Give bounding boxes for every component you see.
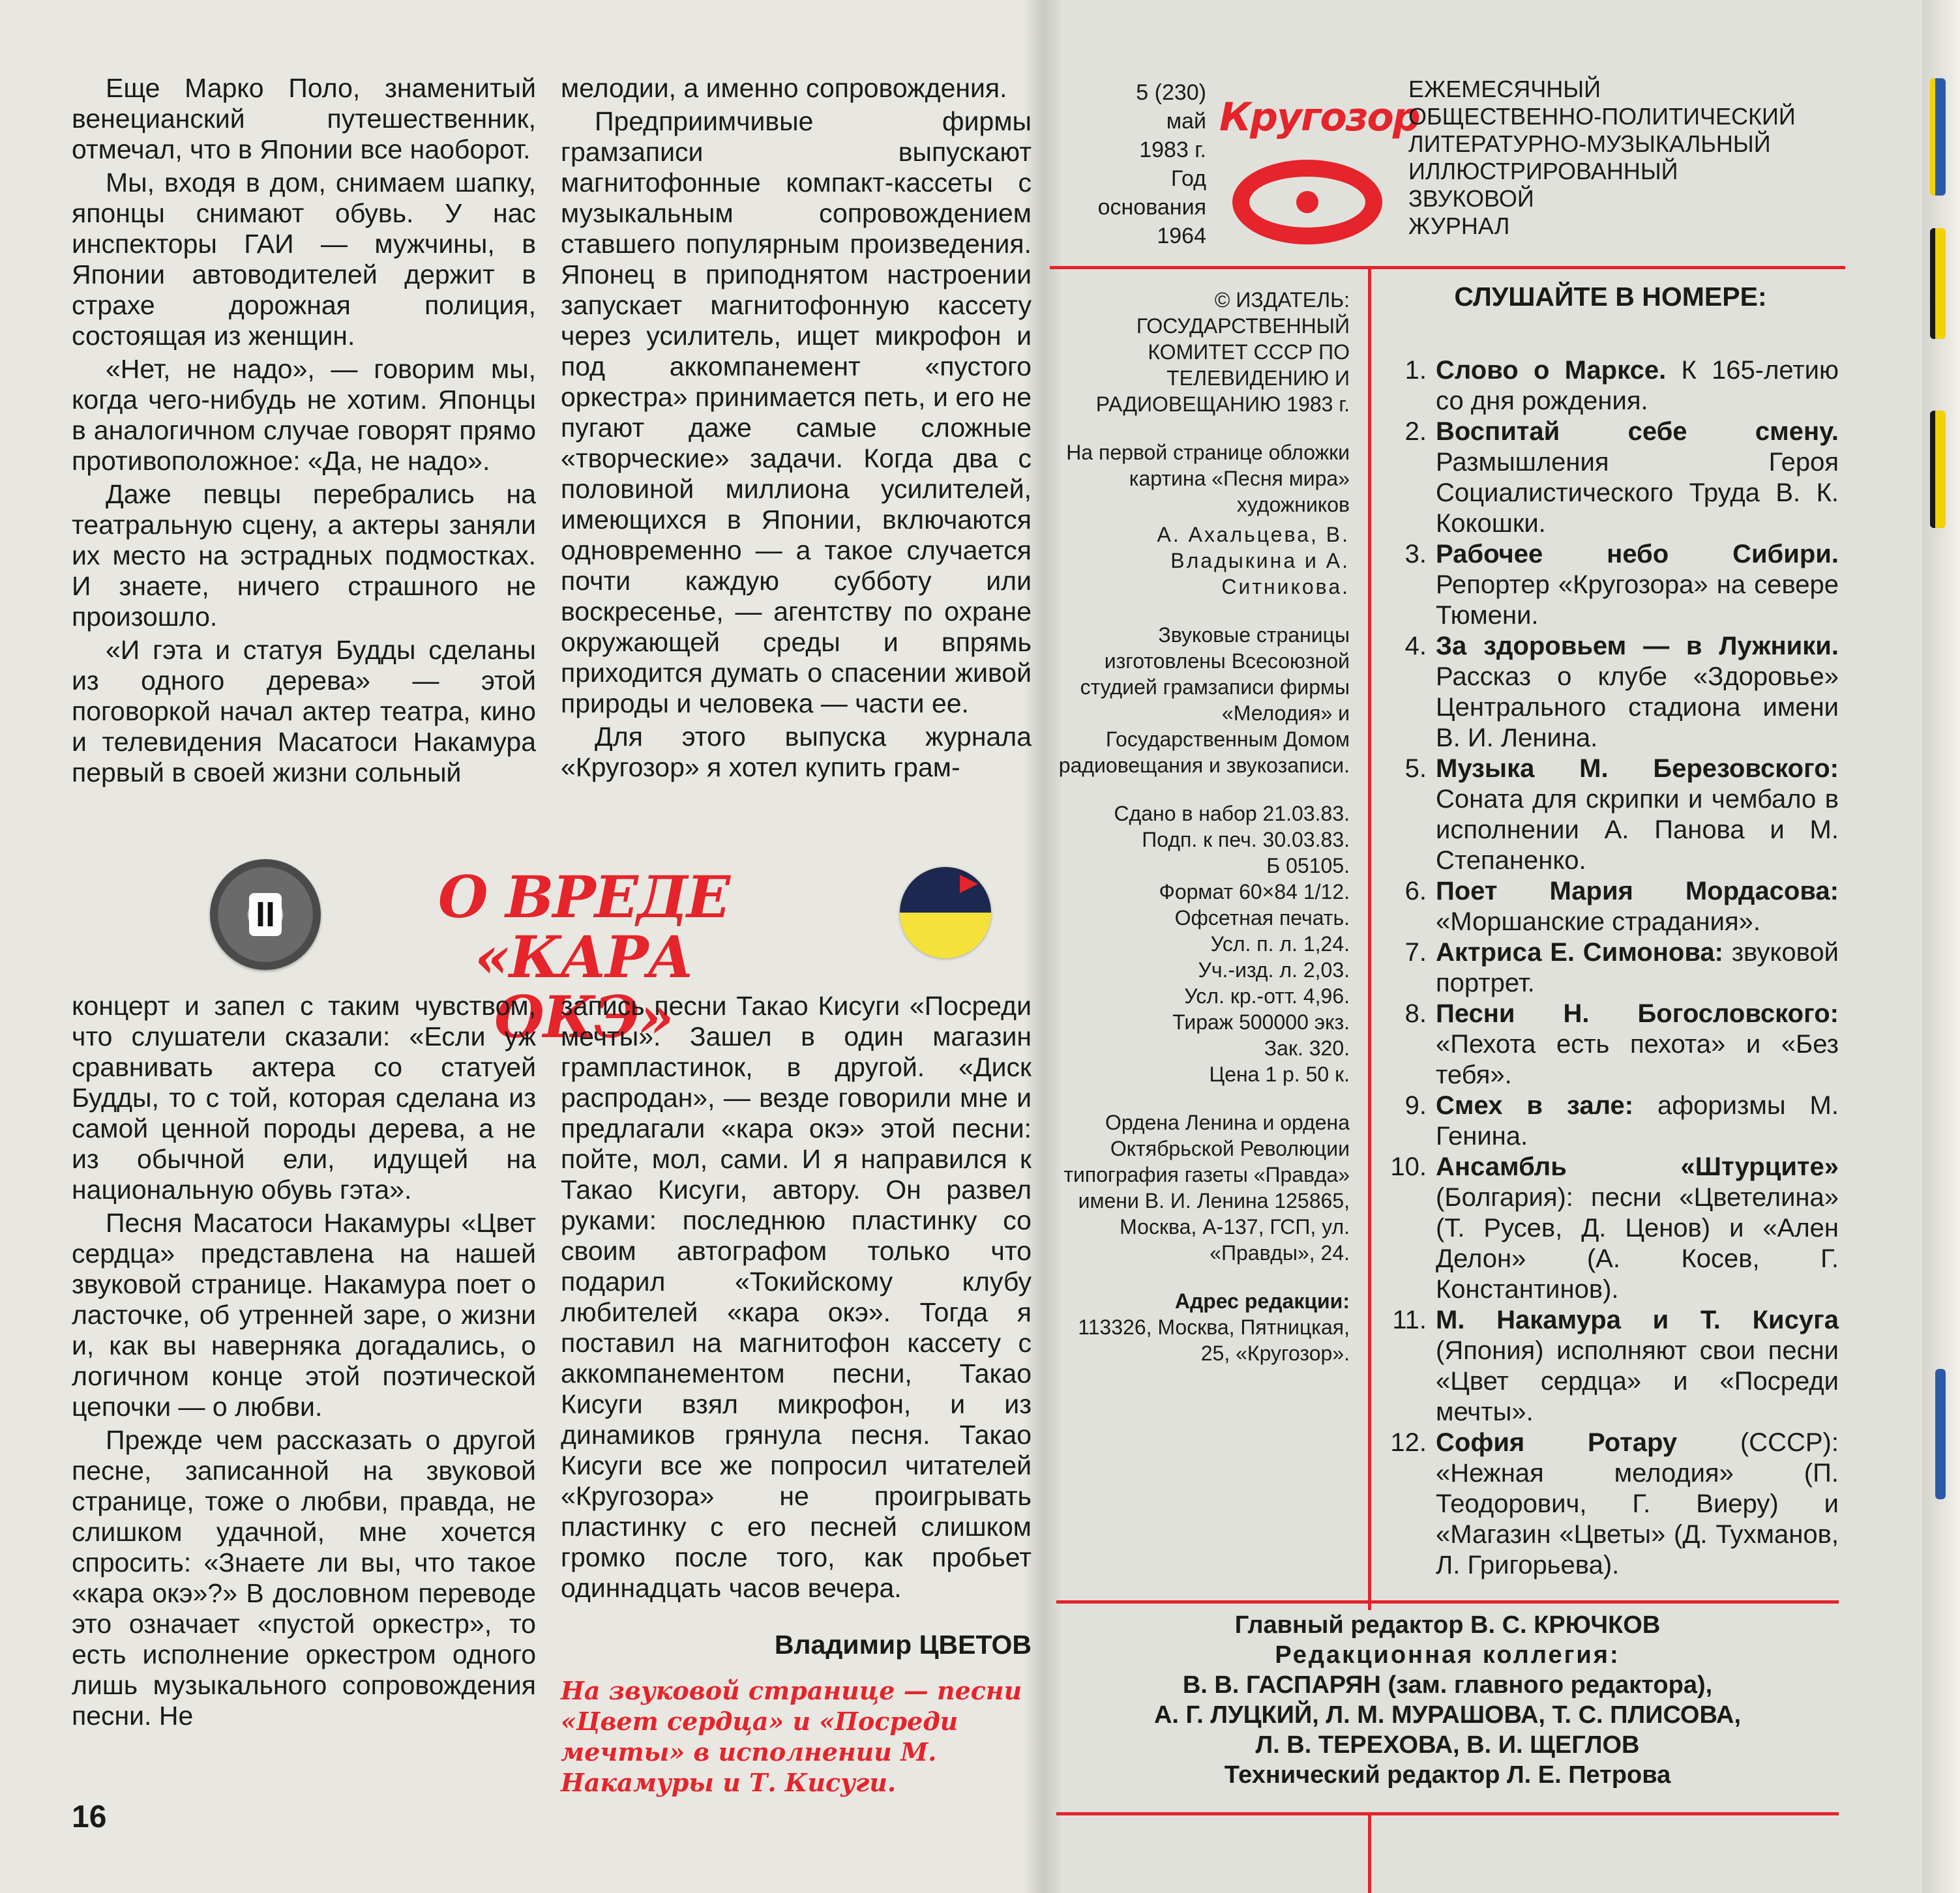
- print-line: Усл. кр.-отт. 4,96.: [1184, 984, 1350, 1008]
- publisher-info: [1056, 287, 1350, 1388]
- cover-info: На первой странице обложки картина «Песня мира» художников: [1066, 441, 1350, 516]
- address: 113326, Москва, Пятницкая, 25, «Кругозор».: [1078, 1315, 1350, 1365]
- issue-line: 5 (230): [1136, 80, 1206, 105]
- contents-list: [1382, 355, 1839, 1581]
- page-edge: [1922, 0, 1960, 1893]
- divider-footer: [1056, 1812, 1839, 1815]
- disc-label: II: [249, 893, 282, 936]
- item-number: 1.: [1404, 356, 1427, 385]
- print-line: Цена 1 р. 50 к.: [1209, 1063, 1350, 1086]
- copyright: © ИЗДАТЕЛЬ: ГОСУДАРСТВЕННЫЙ КОМИТЕТ СССР ПО ТЕЛЕВИДЕНИЮ И РАДИОВЕЩАНИЮ 1983 г.: [1095, 288, 1350, 416]
- address-label: Адрес редакции:: [1174, 1289, 1350, 1313]
- issue-line: май: [1166, 109, 1206, 134]
- item-title: Актриса Е. Симонова:: [1436, 938, 1723, 967]
- print-line: Б 05105.: [1266, 854, 1350, 877]
- contents-item: [1382, 754, 1839, 876]
- editor-line: В. В. ГАСПАРЯН (зам. главного редактора),: [1182, 1671, 1713, 1699]
- tagline-line: ЖУРНАЛ: [1408, 213, 1510, 239]
- issue-line: Год: [1170, 166, 1206, 191]
- contents-item: [1382, 417, 1839, 539]
- item-title: Поет Мария Мордасова:: [1436, 877, 1839, 905]
- tagline-line: ЕЖЕМЕСЯЧНЫЙ: [1408, 76, 1601, 102]
- magazine-tagline: [1408, 76, 1839, 240]
- print-line: Зак. 320.: [1264, 1036, 1350, 1060]
- item-description: (Болгария): песни «Цветелина» (Т. Русев, Д. Ценов) и «Ален Делон» (А. Косев, Г. Константинов).: [1436, 1183, 1839, 1304]
- headline-line-1: О ВРЕДЕ: [438, 863, 730, 931]
- divider-vertical-footer: [1368, 1812, 1371, 1893]
- item-title: Песни Н. Богословского:: [1436, 999, 1839, 1028]
- article-column-1: [72, 73, 536, 791]
- print-line: Уч.-изд. л. 2,03.: [1198, 958, 1350, 982]
- issue-line: основания: [1097, 195, 1206, 220]
- item-number: 11.: [1392, 1306, 1427, 1334]
- paragraph: Прежде чем рассказать о другой песне, записанной на звуковой странице, тоже о любви, правда, не слишком удачной, мне хочется спросить: «Знаете ли вы, что такое «кара окэ»?» В дословном переводе это означает «пустой оркестр», то есть исполнение оркестром одного лишь музыкального сопровождения песни. Не: [72, 1425, 536, 1731]
- item-number: 10.: [1390, 1152, 1427, 1181]
- item-title: Рабочее небо Сибири.: [1436, 540, 1839, 568]
- item-description: Соната для скрипки и чембало в исполнении А. Панова и М. Степаненко.: [1436, 785, 1839, 875]
- article-author: Владимир ЦВЕТОВ: [774, 1630, 1032, 1660]
- paragraph: «И гэта и статуя Будды сделаны из одного дерева» — этой поговоркой начал актер театра, кино и телевидения Масатоси Накамура первый в своей жизни сольный: [72, 635, 536, 787]
- item-title: Музыка М. Березовского:: [1436, 754, 1839, 783]
- krugozor-logo: [1219, 68, 1419, 257]
- item-number: 7.: [1404, 938, 1427, 967]
- divider-bottom: [1056, 1600, 1839, 1604]
- contents-item: [1382, 539, 1839, 631]
- item-description: Рассказ о клубе «Здоровье» Центрального стадиона имени В. И. Ленина.: [1436, 662, 1839, 752]
- contents-item: [1382, 937, 1839, 999]
- item-title: София Ротару: [1436, 1428, 1678, 1457]
- paragraph: концерт и запел с таким чувством, что слушатели сказали: «Если уж сравнивать актера со статуей Будды, то с той, которая сделана из самой ценной породы дерева, а не из обычной ели, идущей на национальную обувь гэта».: [72, 991, 536, 1205]
- editor-line: Л. В. ТЕРЕХОВА, В. И. ЩЕГЛОВ: [1255, 1731, 1640, 1759]
- item-title: Слово о Марксе.: [1436, 356, 1667, 385]
- item-title: Смех в зале:: [1436, 1091, 1634, 1120]
- contents-item: [1382, 876, 1839, 937]
- red-flag-icon: [960, 875, 978, 893]
- tagline-line: ЛИТЕРАТУРНО-МУЗЫКАЛЬНЫЙ: [1408, 130, 1771, 157]
- editor-line: Редакционная коллегия:: [1275, 1641, 1620, 1669]
- print-line: Формат 60×84 1/12.: [1159, 880, 1350, 903]
- logo-wordmark: Кругозор: [1219, 95, 1419, 140]
- page-tab-yellow-2: [1930, 411, 1946, 528]
- contents-item: [1382, 355, 1839, 417]
- item-description: афоризмы М. Генина.: [1436, 1091, 1839, 1151]
- item-number: 8.: [1404, 999, 1427, 1028]
- paragraph: Мы, входя в дом, снимаем шапку, японцы снимают обувь. У нас инспекторы ГАИ — мужчины, в Японии автоводителей держит в страхе дорожная полиция, состоящая из женщин.: [72, 168, 536, 351]
- contents-item: [1382, 1152, 1839, 1305]
- moon-illustration-icon: [900, 867, 991, 958]
- sound-pages-info: Звуковые страницы изготовлены Всесоюзной студией грамзаписи фирмы «Мелодия» и Государственным Домом радиовещания и звукозаписи.: [1058, 623, 1350, 777]
- contents-item: [1382, 999, 1839, 1091]
- item-title: Ансамбль «Штурците»: [1436, 1152, 1839, 1181]
- item-description: Репортер «Кругозора» на севере Тюмени.: [1436, 570, 1839, 630]
- issue-line: 1983 г.: [1139, 138, 1206, 162]
- contents-item: [1382, 1428, 1839, 1581]
- item-number: 6.: [1404, 877, 1427, 905]
- editor-line: Технический редактор Л. Е. Петрова: [1224, 1761, 1671, 1789]
- contents-title: СЛУШАЙТЕ В НОМЕРЕ:: [1454, 282, 1767, 312]
- cover-artists: А. Ахальцева, В. Владыкина и А. Ситникова.: [1157, 523, 1350, 598]
- editor-line: А. Г. ЛУЦКИЙ, Л. М. МУРАШОВА, Т. С. ПЛИСОВА,: [1153, 1701, 1742, 1729]
- item-description: К 165-летию со дня рождения.: [1436, 356, 1839, 415]
- print-line: Тираж 500000 экз.: [1172, 1010, 1350, 1034]
- issue-line: 1964: [1157, 224, 1206, 248]
- item-number: 3.: [1404, 540, 1427, 568]
- paragraph: Для этого выпуска журнала «Кругозор» я хотел купить грам-: [561, 722, 1032, 782]
- item-description: «Пехота есть пехота» и «Без тебя».: [1436, 1030, 1839, 1089]
- item-number: 2.: [1404, 417, 1427, 446]
- page-number: 16: [72, 1800, 107, 1834]
- item-title: М. Накамура и Т. Кисуга: [1436, 1306, 1839, 1334]
- item-number: 12.: [1390, 1428, 1427, 1457]
- print-line: Усл. п. л. 1,24.: [1210, 932, 1350, 956]
- page-tab-blue-2: [1935, 1369, 1946, 1499]
- print-info: [1056, 800, 1350, 1087]
- issue-info: [1069, 78, 1206, 250]
- print-line: Сдано в набор 21.03.83.: [1114, 802, 1350, 825]
- page-tab-yellow: [1930, 228, 1946, 339]
- item-number: 9.: [1404, 1091, 1427, 1120]
- paragraph: Предприимчивые фирмы грамзаписи выпускают магнитофонные компакт-кассеты с музыкальным сопровождением ставшего популярным произведения. Японец в приподнятом настроении запускает магнитофонную кассету через усилитель, ищет микрофон и под аккомпанемент «пустого оркестра» принимается петь, и его не пугают даже самые сложные «творческие» задачи. Когда два с половиной миллиона усилителей, имеющихся в Японии, включаются одновременно — а такое случается почти каждую субботу или воскресенье, — агентству по охране окружающей среды и впрямь приходится думать о спасении живой природы и человека — части ее.: [561, 106, 1032, 718]
- editorial-board: [1056, 1610, 1839, 1790]
- paragraph: Песня Масатоси Накамуры «Цвет сердца» представлена на нашей звуковой странице. Накамура поет о ласточке, об утренней заре, о жизни и, как вы наверняка догадались, о логичном конце этой поэтической цепочки — о любви.: [72, 1208, 536, 1422]
- divider-vertical: [1368, 267, 1371, 1610]
- tagline-line: ОБЩЕСТВЕННО-ПОЛИТИЧЕСКИЙ: [1408, 103, 1796, 130]
- item-title: За здоровьем — в Лужники.: [1436, 632, 1839, 660]
- paragraph: мелодии, а именно сопровождения.: [561, 73, 1007, 103]
- sound-page-note: На звуковой странице — песни «Цвет сердца» и «Посреди мечты» в исполнении М. Накамуры и Т. Кисуги.: [561, 1676, 1022, 1797]
- editor-line: Главный редактор В. С. КРЮЧКОВ: [1234, 1611, 1661, 1639]
- item-description: звуковой портрет.: [1436, 938, 1839, 997]
- paragraph: запись песни Такао Кисуги «Посреди мечты». Зашел в один магазин грампластинок, в другой. «Диск распродан», — везде говорили мне и предлагали «кара окэ» этой песни: пойте, мол, сами. И я направился к Такао Кисуги, автору. Он развел руками: последнюю пластинку со своим автографом только что подарил «Токийскому клубу любителей «кара окэ». Тогда я поставил на магнитофон кассету с аккомпанементом песни, Такао Кисуги взял микрофон, и из динамиков грянула песня. Такао Кисуги все же попросил читателей «Кругозора» не проигрывать пластинку с его песней слишком громко после того, как пробьет одиннадцать часов вечера.: [561, 991, 1032, 1603]
- contents-item: [1382, 1091, 1839, 1152]
- print-line: Подп. к печ. 30.03.83.: [1142, 828, 1350, 851]
- item-number: 5.: [1404, 754, 1427, 783]
- article-column-2: [561, 73, 1032, 785]
- paragraph: Даже певцы перебрались на театральную сцену, а актеры заняли их место на эстрадных подмостках. И знаете, ничего страшного не произошло.: [72, 479, 536, 632]
- page-tab-blue: [1930, 78, 1946, 196]
- item-number: 4.: [1404, 632, 1427, 660]
- item-title: Воспитай себе смену.: [1436, 417, 1839, 446]
- item-description: (Япония) исполняют свои песни «Цвет сердца» и «Посреди мечты».: [1436, 1336, 1839, 1426]
- contents-item: [1382, 1305, 1839, 1428]
- print-line: Офсетная печать.: [1174, 906, 1350, 930]
- contents-item: [1382, 631, 1839, 754]
- article-column-4: [561, 991, 1032, 1606]
- record-center-icon: [1296, 191, 1318, 213]
- item-description: Размышления Героя Социалистического Труда В. К. Кокошки.: [1436, 448, 1839, 538]
- tagline-line: ЗВУКОВОЙ: [1408, 185, 1534, 212]
- item-description: (СССР): «Нежная мелодия» (П. Теодорович, Г. Виеру) и «Магазин «Цветы» (Д. Тухманов, Л. Григорьева).: [1436, 1428, 1839, 1579]
- tagline-line: ИЛЛЮСТРИРОВАННЫЙ: [1408, 158, 1678, 184]
- paragraph: «Нет, не надо», — говорим мы, когда чего-нибудь не хотим. Японцы в аналогичном случае говорят прямо противоположное: «Да, не надо».: [72, 354, 536, 476]
- headline-line-2: «КАРА ОКЭ»: [474, 923, 693, 1051]
- divider-top: [1050, 266, 1845, 269]
- flexi-disc-icon: [210, 859, 321, 970]
- paragraph: Еще Марко Поло, знаменитый венецианский путешественник, отмечал, что в Японии все наоборот.: [72, 73, 536, 164]
- item-description: «Моршанские страдания».: [1436, 907, 1760, 936]
- printer-info: Ордена Ленина и ордена Октябрьской Революции типография газеты «Правда» имени В. И. Ленина 125865, Москва, А-137, ГСП, ул. «Правды», 24.: [1063, 1111, 1350, 1265]
- article-column-3: [72, 991, 536, 1734]
